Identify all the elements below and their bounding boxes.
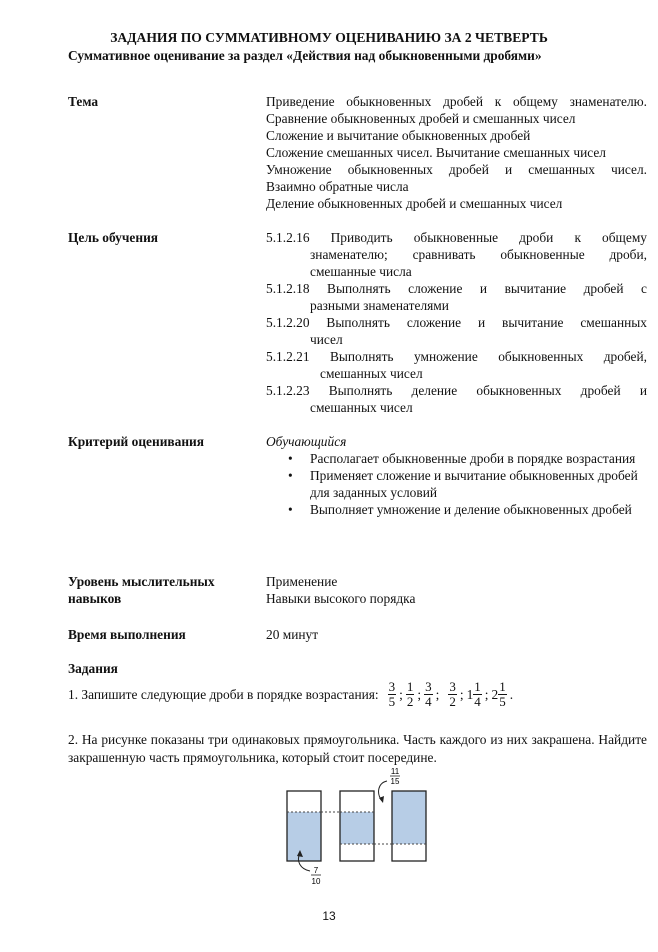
goal-item: 5.1.2.16 Приводить обыкновенные дроби к общему <box>266 230 647 245</box>
criteria-item: • Применяет сложение и вычитание обыкновенных дробей для заданных условий <box>288 468 638 500</box>
separator: ; <box>435 686 440 702</box>
task-1 <box>68 680 513 709</box>
separator: ; <box>484 686 489 702</box>
rectangles-figure <box>282 765 432 890</box>
document-title: ЗАДАНИЯ ПО СУММАТИВНОМУ ОЦЕНИВАНИЮ ЗА 2 ЧЕТВЕРТЬ <box>110 30 548 45</box>
rect-left-shade <box>287 812 321 861</box>
topic-line: Умножение обыкновенных дробей и смешанных чисел. <box>266 162 647 177</box>
label-top-num: 11 <box>390 767 400 776</box>
goal-item: 5.1.2.23 Выполнять деление обыкновенных дробей и <box>266 383 647 398</box>
criteria-label: Критерий оценивания <box>68 434 205 449</box>
topic-line: Сложение и вычитание обыкновенных дробей <box>266 128 531 143</box>
fraction: $\frac{1}{2}$ <box>406 679 414 709</box>
label-bottom-den: 10 <box>311 877 321 886</box>
label-bottom-num: 7 <box>313 866 319 875</box>
tasks-title: Задания <box>68 661 118 676</box>
time-value: 20 минут <box>266 627 319 642</box>
criteria-content <box>266 433 647 518</box>
goal-item-cont: разными знаменателями <box>310 298 449 313</box>
rect-middle-shade <box>340 812 374 844</box>
separator: ; <box>417 686 422 702</box>
goal-item-cont: знаменателю; сравнивать обыкновенные дроби, <box>310 247 647 262</box>
document-subtitle: Суммативное оценивание за раздел «Действия над обыкновенными дробями» <box>68 48 542 63</box>
criteria-item: • Располагает обыкновенные дроби в порядке возрастания <box>288 451 636 466</box>
rect-right-shade <box>392 791 426 844</box>
task-1-text: 1. Запишите следующие дроби в порядке возрастания: <box>68 686 379 702</box>
page-number: 13 <box>322 909 336 923</box>
goals-label: Цель обучения <box>68 230 159 245</box>
topic-line: Сложение смешанных чисел. Вычитание смешанных чисел <box>266 145 606 160</box>
skills-line: Применение <box>266 574 338 589</box>
mixed-number: 1 $\frac{1}{4}$ <box>466 679 481 709</box>
goal-item-cont: смешанных чисел <box>320 366 423 381</box>
goal-item: 5.1.2.18 Выполнять сложение и вычитание дробей с <box>266 281 647 296</box>
skills-content <box>266 573 647 607</box>
skills-label: Уровень мыслительных навыков <box>68 574 215 606</box>
goal-item-cont: смешанных чисел <box>310 400 413 415</box>
topic-line: Взаимно обратные числа <box>266 179 409 194</box>
fraction: $\frac{3}{5}$ <box>388 679 396 709</box>
goal-item-cont: чисел <box>310 332 343 347</box>
mixed-number: 2 $\frac{1}{5}$ <box>491 679 506 709</box>
topic-line: Деление обыкновенных дробей и смешанных чисел <box>266 196 563 211</box>
label-top-den: 15 <box>390 777 400 786</box>
topic-label: Тема <box>68 94 99 109</box>
goals-content <box>266 229 647 416</box>
end-dot: . <box>509 686 514 702</box>
goal-item-cont: смешанные числа <box>310 264 412 279</box>
goal-item: 5.1.2.21 Выполнять умножение обыкновенных дробей, <box>266 349 647 364</box>
fraction: $\frac{3}{4}$ <box>425 679 432 709</box>
bullet-icon: • <box>288 451 293 466</box>
separator: ; <box>459 686 464 702</box>
fraction: $\frac{3}{2}$ <box>449 679 456 709</box>
time-label: Время выполнения <box>68 627 186 642</box>
criteria-item: • Выполняет умножение и деление обыкновенных дробей <box>288 502 632 517</box>
bullet-icon: • <box>288 468 293 483</box>
bullet-icon: • <box>288 502 293 517</box>
topic-line: Приведение обыкновенных дробей к общему знаменателю. <box>266 94 647 109</box>
criteria-intro: Обучающийся <box>266 434 347 449</box>
task-2-text: 2. На рисунке показаны три одинаковых прямоугольника. Часть каждого из них закрашена. Найдите закрашенную часть прямоугольника, который стоит посередине. <box>68 732 647 765</box>
topic-line: Сравнение обыкновенных дробей и смешанных чисел <box>266 111 576 126</box>
topic-content <box>266 93 647 212</box>
separator: ; <box>399 686 403 702</box>
criteria-list <box>266 450 647 518</box>
skills-line: Навыки высокого порядка <box>266 591 416 606</box>
goal-item: 5.1.2.20 Выполнять сложение и вычитание смешанных <box>266 315 647 330</box>
